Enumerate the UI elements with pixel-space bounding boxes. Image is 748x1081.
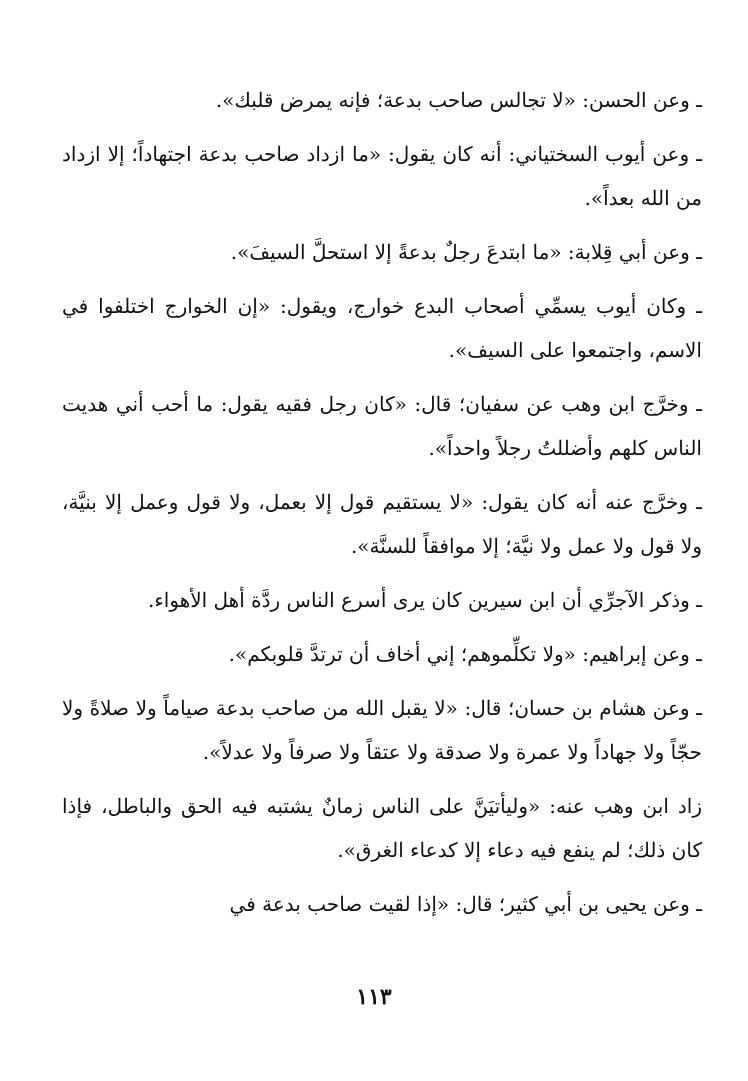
paragraph-ayyub-khawarij: ـ وكان أيوب يسمِّي أصحاب البدع خوارج، ويقول: «إن الخوارج اختلفوا في الاسم، واجتمعوا على السيف». — [62, 294, 702, 362]
paragraph-ibn-wahb-sufyan: ـ وخرَّج ابن وهب عن سفيان؛ قال: «كان رجل فقيه يقول: ما أحب أني هديت الناس كلهم وأضللتُ رجلاً واحداً». — [62, 392, 702, 460]
paragraph-ajurri-ibn-sirin: ـ وذكر الآجرِّي أن ابن سيرين كان يرى أسرع الناس ردَّة أهل الأهواء. — [148, 588, 702, 612]
paragraph-hisham-ibn-hassan: ـ وعن هشام بن حسان؛ قال: «لا يقبل الله من صاحب بدعة صياماً ولا صلاةً ولا حجّاً ولا جهاداً ولا عمرة ولا صدقة ولا عتقاً ولا صرفاً ولا عدلاً». — [62, 696, 702, 764]
paragraph-yahya-ibn-abi-kathir: ـ وعن يحيى بن أبي كثير؛ قال: «إذا لقيت صاحب بدعة في — [229, 892, 702, 916]
page-body-text — [62, 78, 702, 936]
paragraph-qawl-amal-niyya: ـ وخرَّج عنه أنه كان يقول: «لا يستقيم قول إلا بعمل، ولا قول وعمل إلا بنيَّة، ولا قول ولا عمل ولا نيَّة؛ إلا موافقاً للسنَّة». — [62, 490, 702, 558]
paragraph-ibrahim: ـ وعن إبراهيم: «ولا تكلِّموهم؛ إني أخاف أن ترتدَّ قلوبكم». — [228, 642, 702, 666]
paragraph-ibn-wahb-addition: زاد ابن وهب عنه: «وليأتيَنَّ على الناس زمانٌ يشتبه فيه الحق والباطل، فإذا كان ذلك؛ لم ينفع فيه دعاء إلا كدعاء الغرق». — [62, 794, 702, 862]
page-number: ١١٣ — [356, 984, 392, 1010]
paragraph-hasan: ـ وعن الحسن: «لا تجالس صاحب بدعة؛ فإنه يمرض قلبك». — [215, 88, 702, 112]
paragraph-abi-qilaba: ـ وعن أبي قِلابة: «ما ابتدعَ رجلٌ بدعةً إلا استحلَّ السيفَ». — [230, 240, 702, 264]
paragraph-ayyub-sakhtiyani: ـ وعن أيوب السختياني: أنه كان يقول: «ما ازداد صاحب بدعة اجتهاداً؛ إلا ازداد من الله بعداً». — [62, 142, 702, 210]
